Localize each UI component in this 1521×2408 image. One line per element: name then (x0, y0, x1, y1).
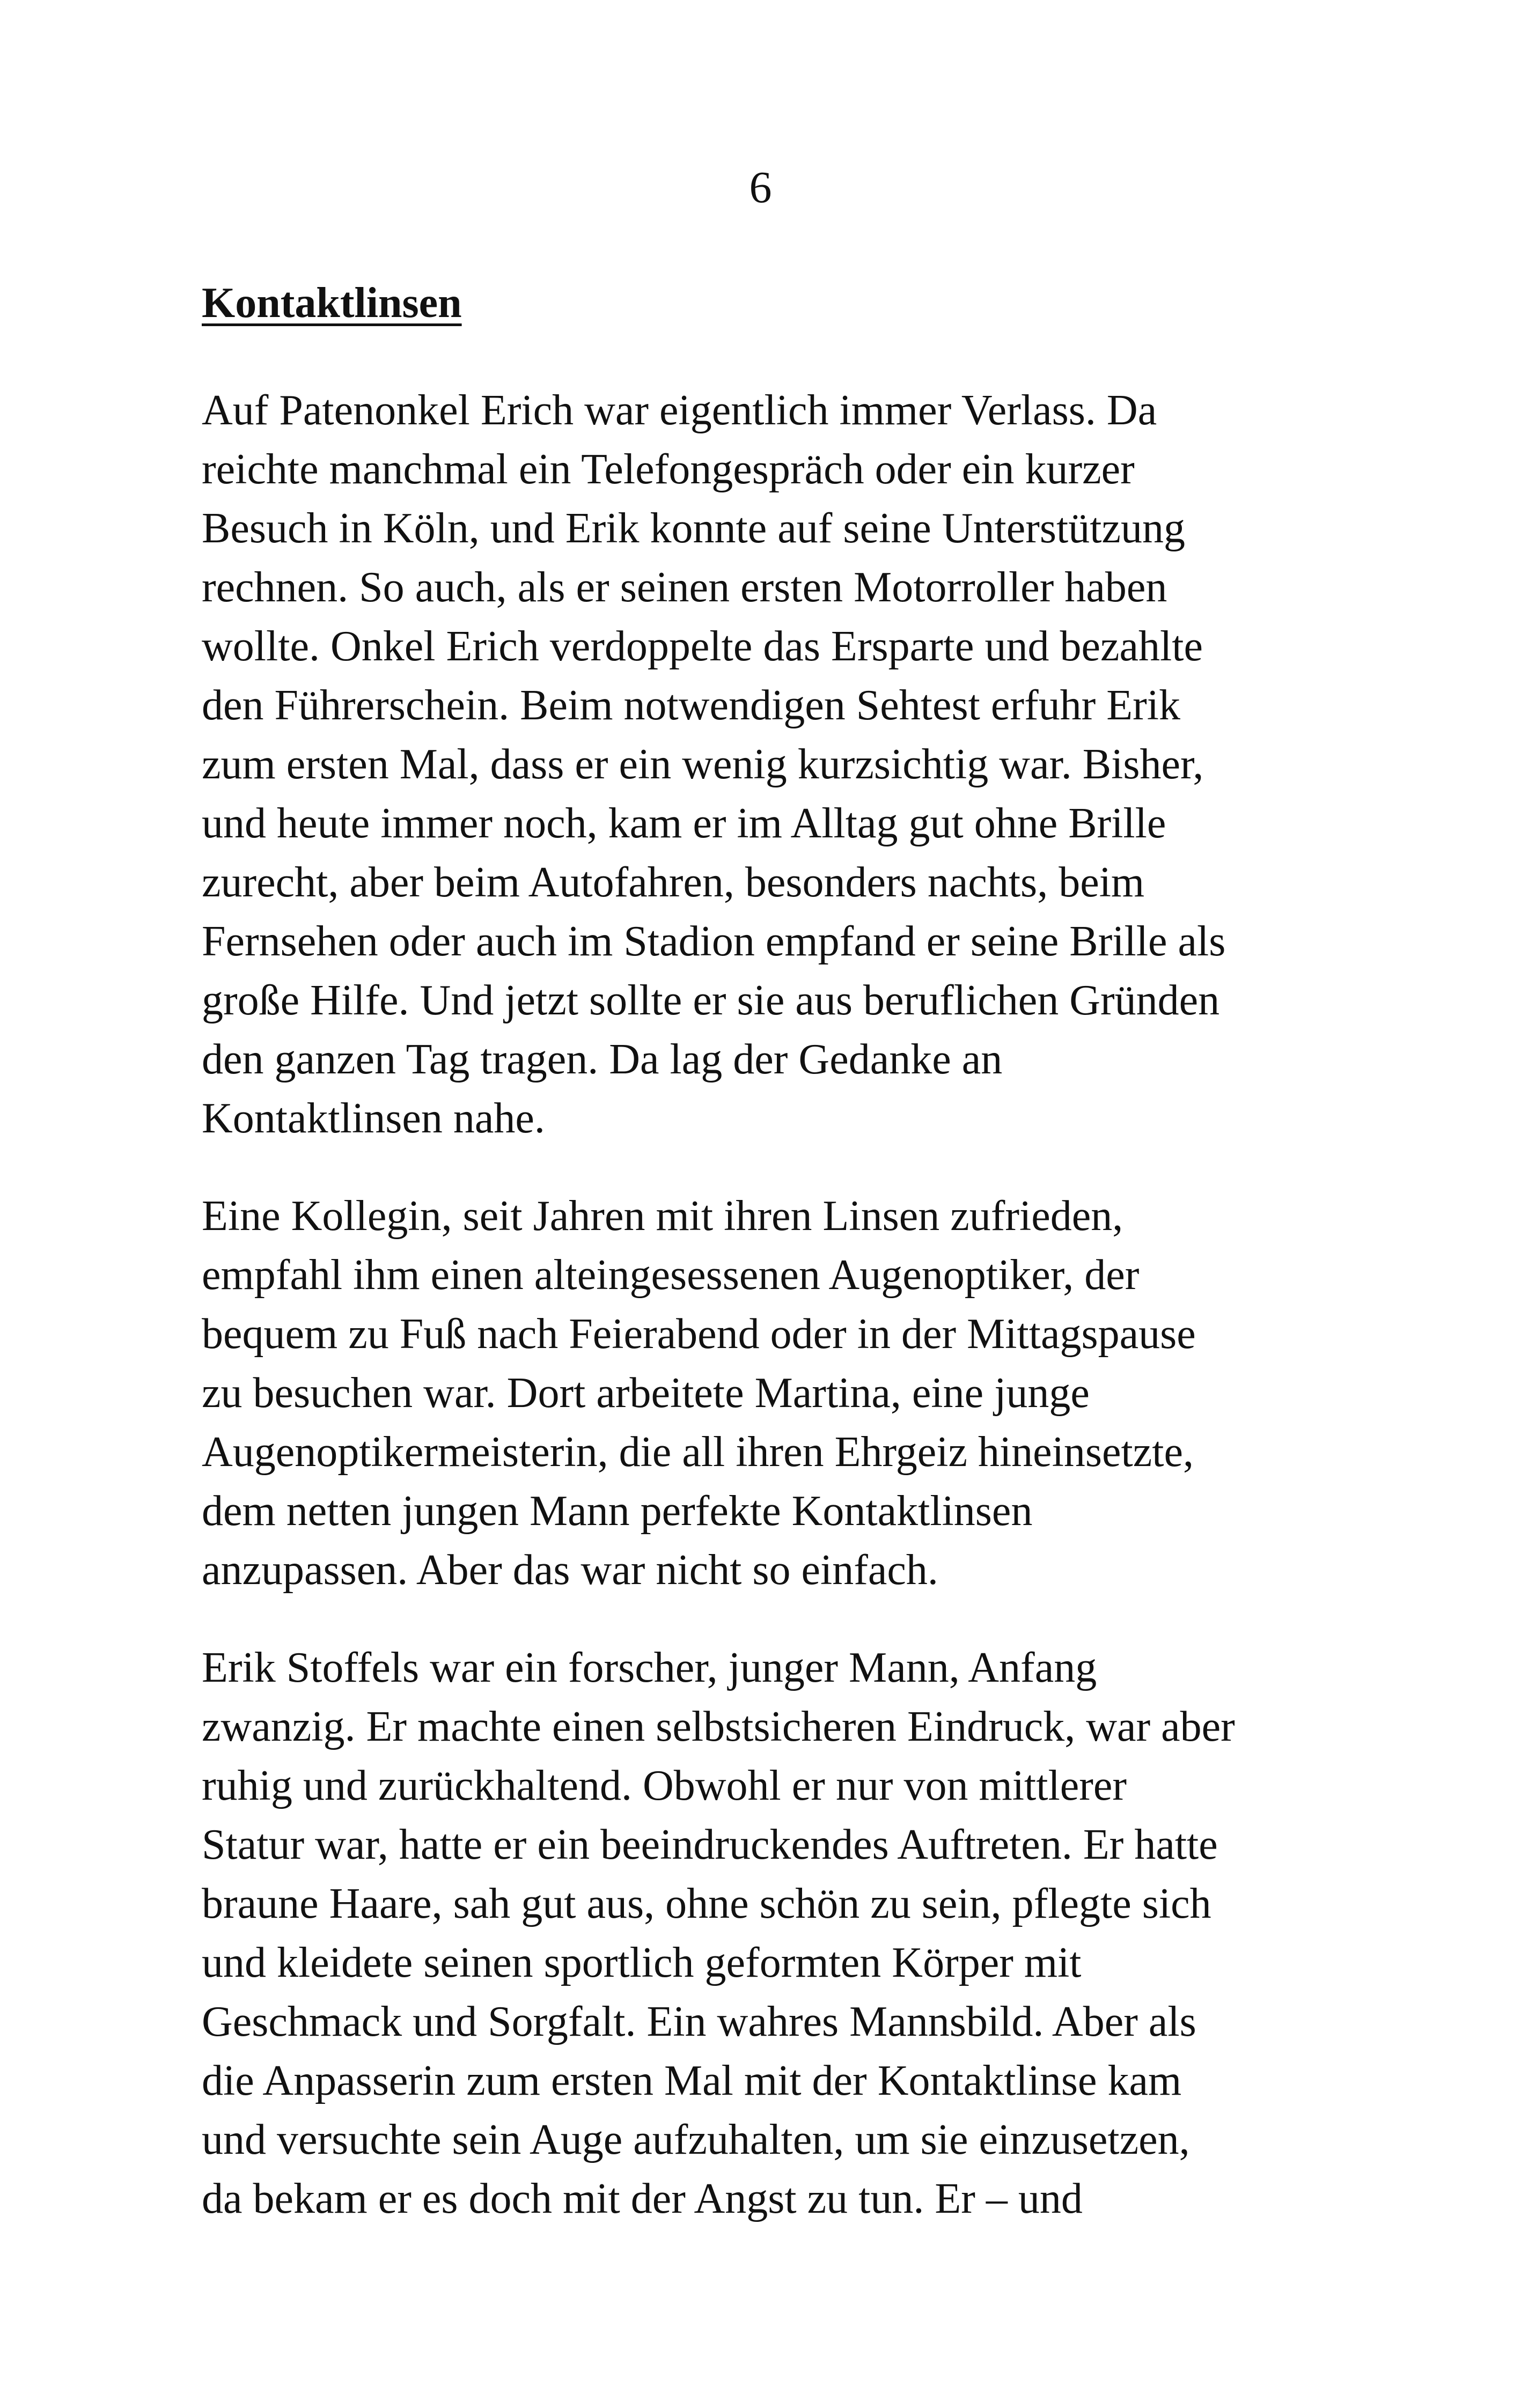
text-line: wollte. Onkel Erich verdoppelte das Ersparte und bezahlte (202, 623, 1203, 670)
text-line: zurecht, aber beim Autofahren, besonders nachts, beim (202, 859, 1145, 906)
text-line: braune Haare, sah gut aus, ohne schön zu sein, pflegte sich (202, 1880, 1211, 1927)
text-line: empfahl ihm einen alteingesessenen Augenoptiker, der (202, 1251, 1140, 1299)
text-line: den Führerschein. Beim notwendigen Sehtest erfuhr Erik (202, 682, 1180, 729)
text-line: reichte manchmal ein Telefongespräch oder ein kurzer (202, 446, 1135, 493)
text-line: Fernsehen oder auch im Stadion empfand er seine Brille als (202, 918, 1226, 965)
text-line: ruhig und zurückhaltend. Obwohl er nur von mittlerer (202, 1762, 1127, 1809)
text-line: rechnen. So auch, als er seinen ersten Motorroller haben (202, 564, 1167, 611)
text-line: anzupassen. Aber das war nicht so einfach. (202, 1547, 938, 1594)
text-line: dem netten jungen Mann perfekte Kontaktlinsen (202, 1487, 1033, 1535)
text-line: zu besuchen war. Dort arbeitete Martina, eine junge (202, 1369, 1090, 1417)
text-line: Kontaktlinsen nahe. (202, 1095, 545, 1142)
paragraph (202, 381, 1355, 1148)
text-line: zwanzig. Er machte einen selbstsicheren Eindruck, war aber (202, 1703, 1235, 1750)
paragraph-list (202, 381, 1355, 2228)
text-line: zum ersten Mal, dass er ein wenig kurzsichtig war. Bisher, (202, 741, 1204, 788)
text-line: Eine Kollegin, seit Jahren mit ihren Linsen zufrieden, (202, 1192, 1123, 1240)
text-line: da bekam er es doch mit der Angst zu tun. Er – und (202, 2175, 1083, 2222)
paragraph (202, 1638, 1355, 2228)
page-number: 6 (749, 163, 772, 212)
text-line: und versuchte sein Auge aufzuhalten, um sie einzusetzen, (202, 2116, 1190, 2163)
text-line: den ganzen Tag tragen. Da lag der Gedanke an (202, 1036, 1003, 1083)
text-line: Erik Stoffels war ein forscher, junger Mann, Anfang (202, 1644, 1097, 1691)
text-line: bequem zu Fuß nach Feierabend oder in der Mittagspause (202, 1310, 1196, 1358)
page-body (202, 274, 1355, 2267)
text-line: die Anpasserin zum ersten Mal mit der Kontaktlinse kam (202, 2057, 1182, 2104)
text-line: Statur war, hatte er ein beeindruckendes Auftreten. Er hatte (202, 1821, 1218, 1868)
text-line: Geschmack und Sorgfalt. Ein wahres Mannsbild. Aber als (202, 1998, 1196, 2045)
text-line: Besuch in Köln, und Erik konnte auf seine Unterstützung (202, 505, 1185, 552)
text-line: Auf Patenonkel Erich war eigentlich immer Verlass. Da (202, 387, 1157, 434)
text-line: und kleidete seinen sportlich geformten Körper mit (202, 1939, 1082, 1986)
paragraph (202, 1187, 1355, 1600)
text-line: große Hilfe. Und jetzt sollte er sie aus beruflichen Gründen (202, 977, 1220, 1024)
text-line: und heute immer noch, kam er im Alltag gut ohne Brille (202, 800, 1166, 847)
chapter-title: Kontaktlinsen (202, 279, 462, 327)
text-line: Augenoptikermeisterin, die all ihren Ehrgeiz hineinsetzte, (202, 1428, 1194, 1476)
